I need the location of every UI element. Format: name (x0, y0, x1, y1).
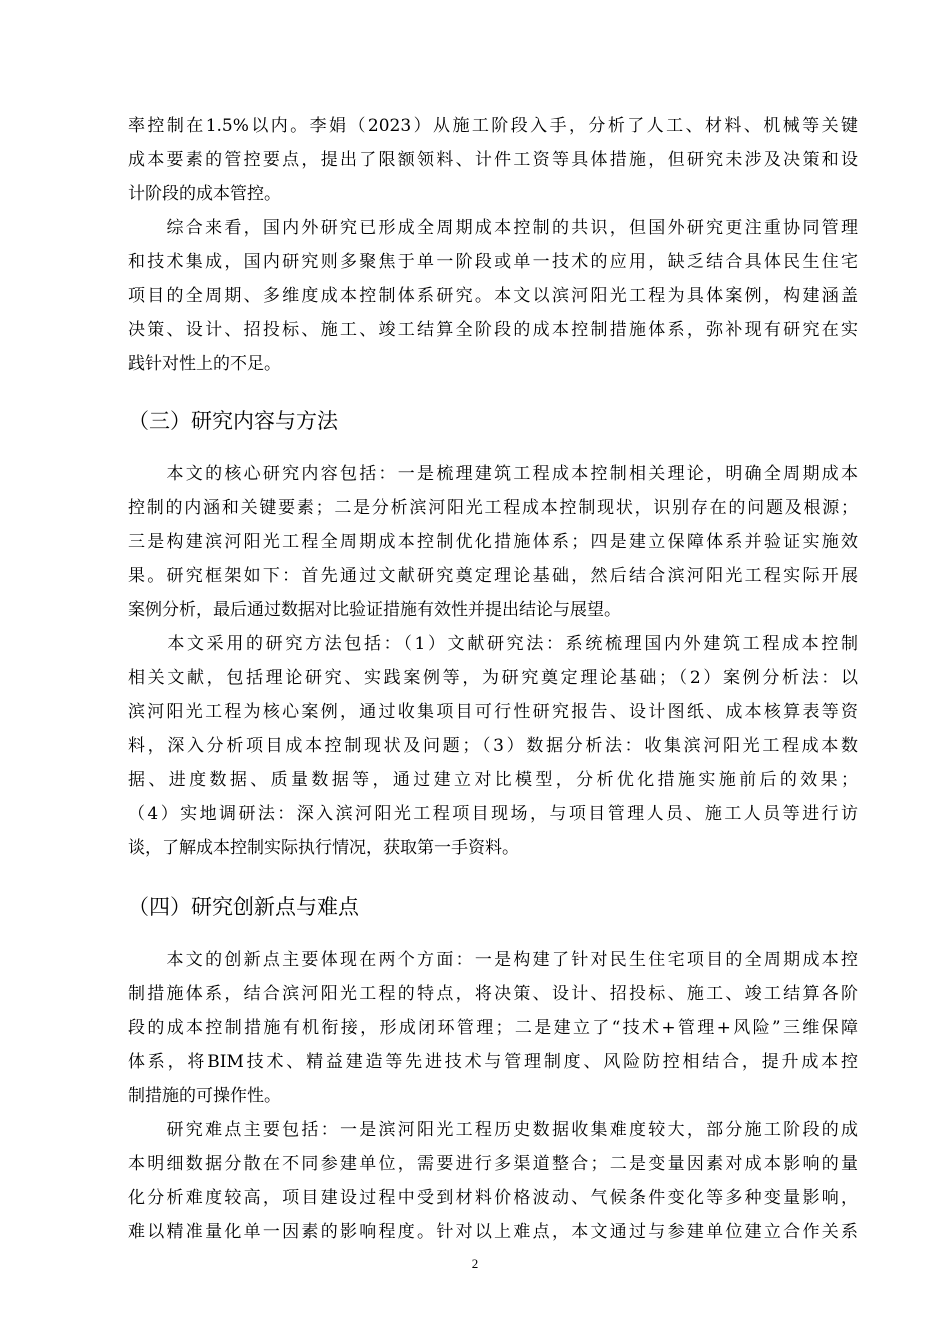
text-line: 果。研究框架如下：首先通过文献研究奠定理论基础，然后结合滨河阳光工程实际开展 (128, 566, 858, 586)
text-line: 践针对性上的不足。 (128, 354, 281, 374)
text-line: 控制的内涵和关键要素；二是分析滨河阳光工程成本控制现状，识别存在的问题及根源； (128, 498, 858, 518)
text-line: 体系，将BIM技术、精益建造等先进技术与管理制度、风险防控相结合，提升成本控 (128, 1052, 858, 1072)
text-line: 制措施体系，结合滨河阳光工程的特点，将决策、设计、招投标、施工、竣工结算各阶 (128, 984, 858, 1004)
text-line: 本文的创新点主要体现在两个方面：一是构建了针对民生住宅项目的全周期成本控 (128, 950, 858, 970)
text-line: 据、进度数据、质量数据等，通过建立对比模型，分析优化措施实施前后的效果； (128, 770, 858, 790)
text-line: 和技术集成，国内研究则多聚焦于单一阶段或单一技术的应用，缺乏结合具体民生住宅 (128, 252, 858, 272)
text-line: 本明细数据分散在不同参建单位，需要进行多渠道整合；二是变量因素对成本影响的量 (128, 1154, 858, 1174)
text-line: 相关文献，包括理论研究、实践案例等，为研究奠定理论基础；（2）案例分析法：以 (128, 668, 858, 688)
page-number: 2 (471, 1256, 479, 1271)
text-line: 本文的核心研究内容包括：一是梳理建筑工程成本控制相关理论，明确全周期成本 (128, 464, 858, 484)
text-line: 化分析难度较高，项目建设过程中受到材料价格波动、气候条件变化等多种变量影响， (128, 1188, 858, 1208)
text-line: 综合来看，国内外研究已形成全周期成本控制的共识，但国外研究更注重协同管理 (128, 218, 858, 238)
text-line: 案例分析，最后通过数据对比验证措施有效性并提出结论与展望。 (128, 600, 621, 620)
text-line: 计阶段的成本管控。 (128, 184, 281, 204)
text-line: （4）实地调研法：深入滨河阳光工程项目现场，与项目管理人员、施工人员等进行访 (128, 804, 858, 824)
text-line: 本文采用的研究方法包括：（1）文献研究法：系统梳理国内外建筑工程成本控制 (128, 634, 858, 654)
text-line: 料，深入分析项目成本控制现状及问题；（3）数据分析法：收集滨河阳光工程成本数 (128, 736, 858, 756)
text-line: 谈，了解成本控制实际执行情况，获取第一手资料。 (128, 838, 519, 858)
text-line: 制措施的可操作性。 (128, 1086, 281, 1106)
text-line: 率控制在1.5%以内。李娟（2023）从施工阶段入手，分析了人工、材料、机械等关键 (128, 116, 858, 136)
text-line: 段的成本控制措施有机衔接，形成闭环管理；二是建立了“技术+管理+风险”三维保障 (128, 1018, 858, 1038)
text-line: 决策、设计、招投标、施工、竣工结算全阶段的成本控制措施体系，弥补现有研究在实 (128, 320, 858, 340)
text-line: 三是构建滨河阳光工程全周期成本控制优化措施体系；四是建立保障体系并验证实施效 (128, 532, 858, 552)
text-line: 研究难点主要包括：一是滨河阳光工程历史数据收集难度较大，部分施工阶段的成 (128, 1120, 858, 1140)
section-heading-innovation: （四）研究创新点与难点 (128, 895, 359, 919)
text-line: 难以精准量化单一因素的影响程度。针对以上难点，本文通过与参建单位建立合作关系 (128, 1222, 858, 1242)
section-heading-research-content: （三）研究内容与方法 (128, 409, 338, 433)
text-line: 成本要素的管控要点，提出了限额领料、计件工资等具体措施，但研究未涉及决策和设 (128, 150, 858, 170)
text-line: 项目的全周期、多维度成本控制体系研究。本文以滨河阳光工程为具体案例，构建涵盖 (128, 286, 858, 306)
text-line: 滨河阳光工程为核心案例，通过收集项目可行性研究报告、设计图纸、成本核算表等资 (128, 702, 858, 722)
